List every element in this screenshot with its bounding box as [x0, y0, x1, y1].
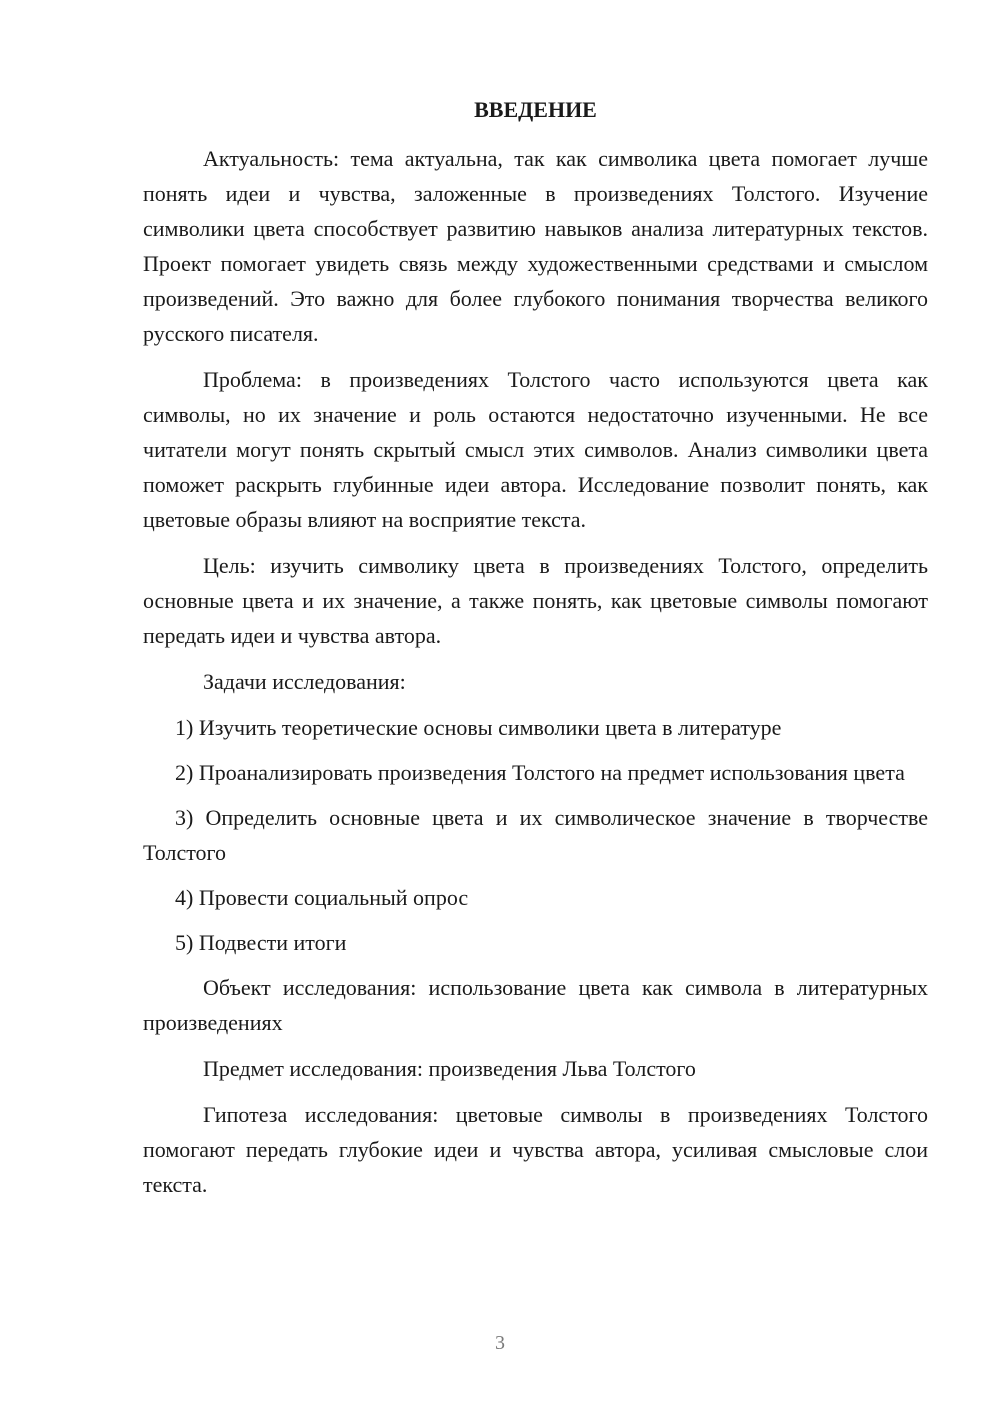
task-item-1: 1) Изучить теоретические основы символики цвета в литературе — [175, 715, 782, 740]
paragraph-relevance: Актуальность: тема актуальна, так как символика цвета помогает лучше понять идеи и чувства, заложенные в произведениях Толстого. Изучение символики цвета способствует развитию навыков анализа литературных текстов. Проект помогает увидеть связь между художественными средствами и смыслом произведений. Это важно для более глубокого понимания творчества великого русского писателя. — [143, 146, 928, 346]
paragraph-object: Объект исследования: использование цвета как символа в литературных произведениях — [143, 975, 928, 1035]
page-number: 3 — [495, 1332, 505, 1354]
task-item-3: 3) Определить основные цвета и их символическое значение в творчестве Толстого — [143, 805, 928, 865]
paragraph-problem: Проблема: в произведениях Толстого часто используются цвета как символы, но их значение и роль остаются недостаточно изученными. Не все читатели могут понять скрытый смысл этих символов. Анализ символики цвета поможет раскрыть глубинные идеи автора. Исследование позволит понять, как цветовые образы влияют на восприятие текста. — [143, 367, 928, 532]
task-item-2: 2) Проанализировать произведения Толстого на предмет использования цвета — [175, 760, 905, 785]
paragraph-goal: Цель: изучить символику цвета в произведениях Толстого, определить основные цвета и их значение, а также понять, как цветовые символы помогают передать идеи и чувства автора. — [143, 553, 928, 648]
paragraph-tasks-heading: Задачи исследования: — [203, 669, 406, 694]
task-item-4: 4) Провести социальный опрос — [175, 885, 469, 910]
section-title: ВВЕДЕНИЕ — [474, 97, 597, 122]
document-body — [143, 92, 928, 1213]
paragraph-subject: Предмет исследования: произведения Льва Толстого — [203, 1056, 696, 1081]
task-item-5: 5) Подвести итоги — [175, 930, 347, 955]
paragraph-hypothesis: Гипотеза исследования: цветовые символы в произведениях Толстого помогают передать глубокие идеи и чувства автора, усиливая смысловые слои текста. — [143, 1102, 928, 1197]
